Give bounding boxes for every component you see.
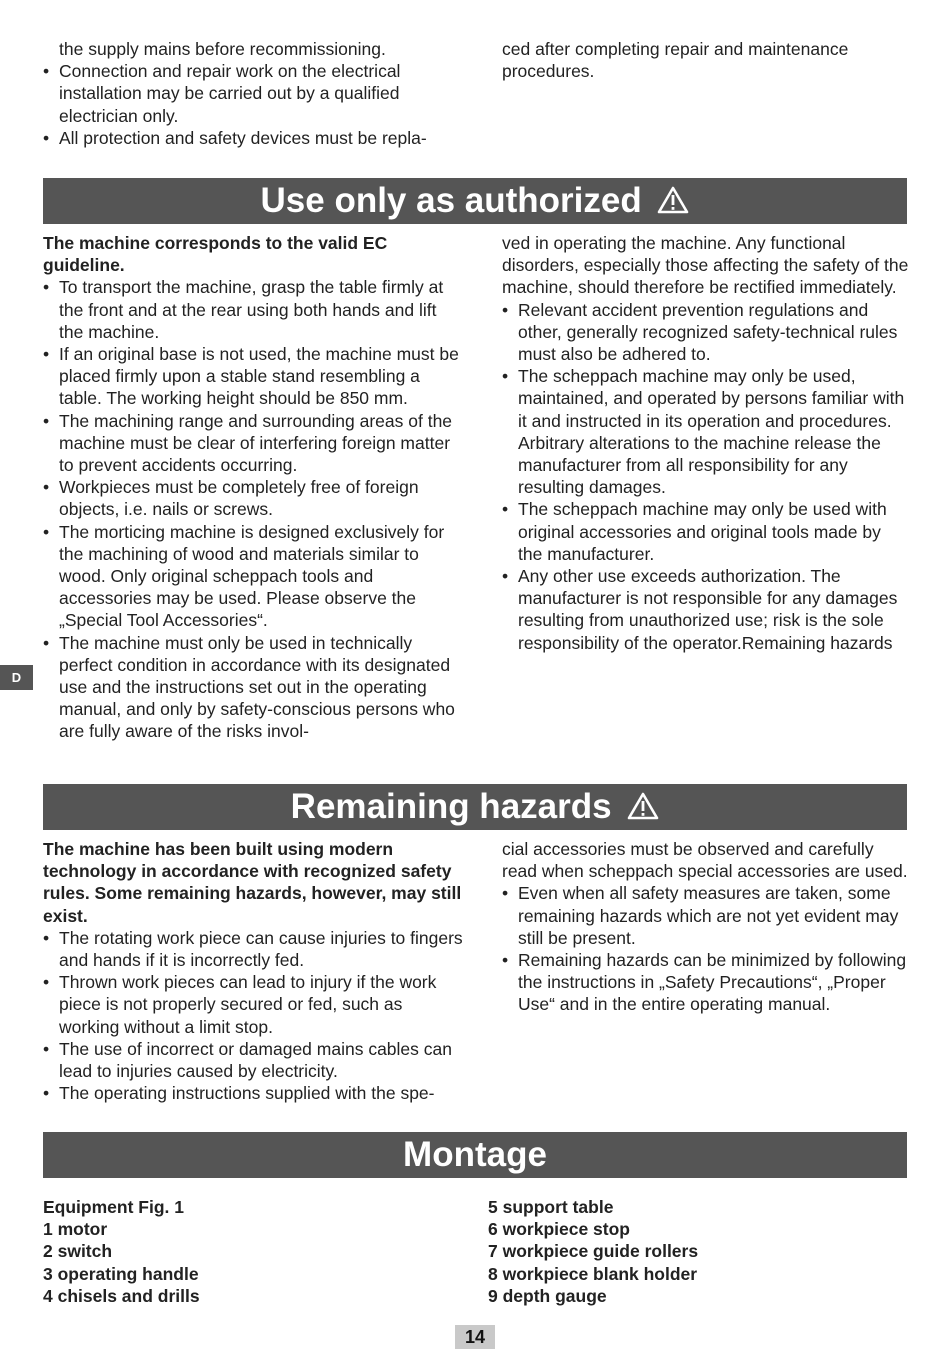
language-tab: D [0,665,33,690]
section-heading-montage [43,1132,907,1178]
section-intro: The machine has been built using modern technology in accordance with recognized safety rules. Some remaining hazards, however, may still exist. [43,839,462,926]
bullet-list [43,276,463,742]
bullet-list [502,299,910,654]
section-heading-use [43,178,907,224]
equipment-item: 2 switch [43,1241,113,1262]
equipment-list-left [43,1196,200,1307]
bullet-list [43,927,463,1105]
list-item: • The scheppach machine may only be used, maintained, and operated by persons familiar with it and instructed in its operation and procedures. Arbitrary alterations to the machine release the manufacturer from all responsibility for any resulting damages. [502,365,910,498]
warning-triangle-icon [657,186,689,214]
equipment-item: 6 workpiece stop [488,1219,630,1240]
list-item: • Workpieces must be completely free of foreign objects, i.e. nails or screws. [43,476,463,520]
use-right-column [502,232,910,654]
equipment-item: 3 operating handle [43,1263,199,1284]
page-number: 14 [455,1325,495,1349]
use-left-column [43,232,463,743]
hazards-right-column [502,838,910,1016]
list-item: • Relevant accident prevention regulations and other, generally recognized safety-technical rules must also be adhered to. [502,299,910,366]
equipment-item: 8 workpiece blank holder [488,1263,698,1284]
section-title: Montage [403,1135,547,1174]
section-intro: The machine corresponds to the valid EC guideline. [43,233,388,276]
list-item: • The rotating work piece can cause injuries to fingers and hands if it is incorrectly fed. [43,927,463,971]
list-item: • The operating instructions supplied with the spe- [43,1082,463,1104]
section-heading-hazards [43,784,907,830]
equipment-item: 9 depth gauge [488,1285,607,1306]
hazards-left-column [43,838,463,1104]
top-left-column [43,38,463,149]
continued-text: ved in operating the machine. Any functional disorders, especially those affecting the safety of the machine, should therefore be rectified immediately. [502,233,909,298]
equipment-item: Equipment Fig. 1 [43,1197,184,1217]
equipment-item: 7 workpiece guide rollers [488,1241,699,1262]
list-item: • All protection and safety devices must be repla- [43,127,463,149]
top-right-column [502,38,910,82]
section-title: Use only as authorized [260,181,642,220]
list-item: • The machining range and surrounding areas of the machine must be clear of interfering foreign matter to prevent accidents occurring. [43,410,463,477]
list-item: • If an original base is not used, the machine must be placed firmly upon a stable stand resembling a table. The working height should be 850 mm. [43,343,463,410]
list-item: • The morticing machine is designed exclusively for the machining of wood and materials similar to wood. Only original scheppach tools and accessories may be used. Please observe the „Special Tool Accessories“. [43,521,463,632]
continued-text: ced after completing repair and maintenance procedures. [502,39,849,82]
equipment-item: 5 support table [488,1197,614,1217]
section-title: Remaining hazards [290,787,612,826]
list-item: • The use of incorrect or damaged mains cables can lead to injuries caused by electricity. [43,1038,463,1082]
continued-text: cial accessories must be observed and carefully read when scheppach special accessories are used. [502,839,908,882]
list-item: • The machine must only be used in technically perfect condition in accordance with its designated use and the instructions set out in the operating manual, and only by safety-conscious persons who are fully aware of the risks invol- [43,632,463,743]
equipment-item: 1 motor [43,1219,108,1240]
list-item: • To transport the machine, grasp the table firmly at the front and at the rear using both hands and lift the machine. [43,276,463,343]
list-item: • Thrown work pieces can lead to injury if the work piece is not properly secured or fed, such as working without a limit stop. [43,971,463,1038]
bullet-list [502,882,910,1015]
bullet-list [43,60,463,149]
list-item: • The scheppach machine may only be used with original accessories and original tools made by the manufacturer. [502,498,910,565]
list-item: • Any other use exceeds authorization. The manufacturer is not responsible for any damages resulting from unauthorized use; risk is the sole responsibility of the operator.Remaining hazards [502,565,910,654]
equipment-item: 4 chisels and drills [43,1285,200,1306]
continued-text: the supply mains before recommissioning. [59,39,386,59]
list-item: • Connection and repair work on the electrical installation may be carried out by a qualified electrician only. [43,60,463,127]
list-item: • Even when all safety measures are taken, some remaining hazards which are not yet evident may still be present. [502,882,910,949]
list-item: • Remaining hazards can be minimized by following the instructions in „Safety Precautions“, „Proper Use“ and in the entire operating manual. [502,949,910,1016]
equipment-list-right [488,1196,698,1307]
warning-triangle-icon [627,792,659,820]
